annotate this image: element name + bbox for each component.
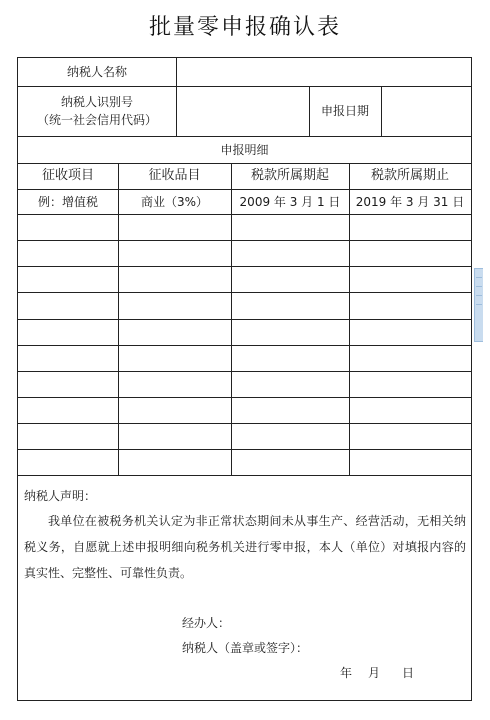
example-tax-category: 商业（3%） [140,194,209,209]
report-date-label: 申报日期 [320,104,369,118]
report-date-field[interactable] [381,86,471,136]
column-header-tax-item: 征收项目 [41,168,94,183]
column-header-period-end: 税款所属期止 [370,168,449,183]
taxpayer-id-label-line1: 纳税人识别号 [60,95,133,109]
example-tax-item: 例：增值税 [37,194,98,209]
taxpayer-name-field[interactable] [176,58,471,86]
page-title: 批量零申报确认表 [148,15,341,40]
confirmation-form [17,57,472,701]
taxpayer-id-label [18,86,176,136]
date-month-label: 月 [368,666,381,680]
column-header-tax-category: 征收品目 [148,168,201,183]
date-day-label: 日 [402,666,415,680]
date-year-label: 年 [340,666,353,680]
detail-section-label: 申报明细 [220,142,269,157]
taxpayer-seal-label: 纳税人（盖章或签字）： [182,641,309,655]
side-tab-handle[interactable] [474,268,483,342]
taxpayer-id-field[interactable] [176,86,309,136]
declaration-body: 我单位在被税务机关认定为非正常状态期间未从事生产、经营活动，无相关纳税义务，自愿就上述申报明细向税务机关进行零申报，本人（单位）对填报内容的真实性、完整性、可靠性负责。 [24,514,466,580]
column-header-period-start: 税款所属期起 [250,168,329,183]
taxpayer-name-label: 纳税人名称 [66,65,127,79]
example-period-start: 2009 年 3 月 1 日 [239,194,341,209]
handler-signature-label: 经办人： [182,616,231,630]
taxpayer-id-label-line2: （统一社会信用代码） [36,113,157,127]
example-period-end: 2019 年 3 月 31 日 [355,194,465,209]
declaration-label: 纳税人声明： [24,489,97,503]
